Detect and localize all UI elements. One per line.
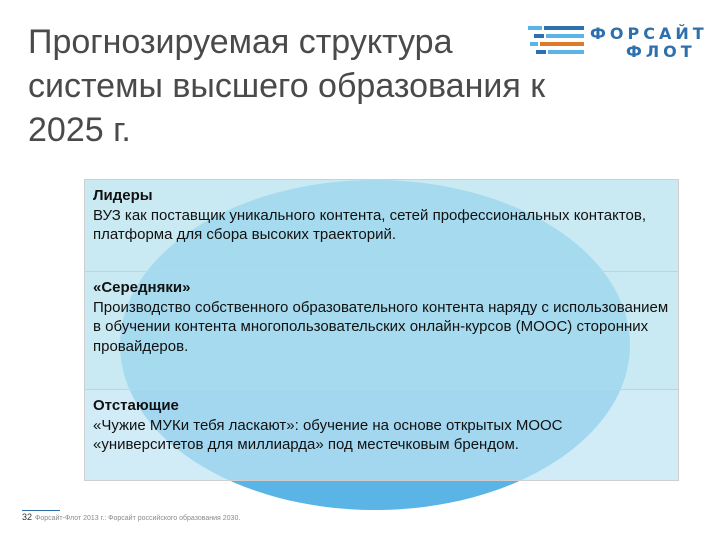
- row-heading: Отстающие: [93, 397, 179, 414]
- row-middle: [84, 271, 679, 389]
- scenario-table: [84, 179, 679, 481]
- page-number: 32: [22, 512, 33, 522]
- row-heading: Лидеры: [93, 187, 153, 204]
- row-heading: «Середняки»: [93, 279, 191, 296]
- logo-stripes-icon: [528, 26, 584, 54]
- slide-title: Прогнозируемая структура системы высшего образования к 2025 г.: [28, 23, 546, 149]
- row-leaders: [84, 179, 679, 271]
- logo-word-forsight: ФОРСАЙТ: [590, 24, 708, 43]
- row-text: ВУЗ как поставщик уникального контента, сетей профессиональных контактов, платформа для сбора высоких траекторий.: [93, 206, 647, 243]
- footer-divider: [22, 510, 60, 511]
- footer: [22, 512, 240, 522]
- row-text: Производство собственного образовательного контента наряду с использованием в обучении контента многопользовательских онлайн-курсов (MOOC) сторонних провайдеров.: [93, 298, 669, 355]
- row-text: «Чужие МУКи тебя ласкают»: обучение на основе открытых MOOC «университетов для миллиарда» под местечковым брендом.: [93, 416, 563, 453]
- forsight-flot-logo: [528, 22, 712, 62]
- logo-word-flot: ФЛОТ: [626, 42, 696, 61]
- row-laggards: [84, 389, 679, 481]
- footer-text: Форсайт-Флот 2013 г.: Форсайт российского образования 2030.: [35, 515, 241, 522]
